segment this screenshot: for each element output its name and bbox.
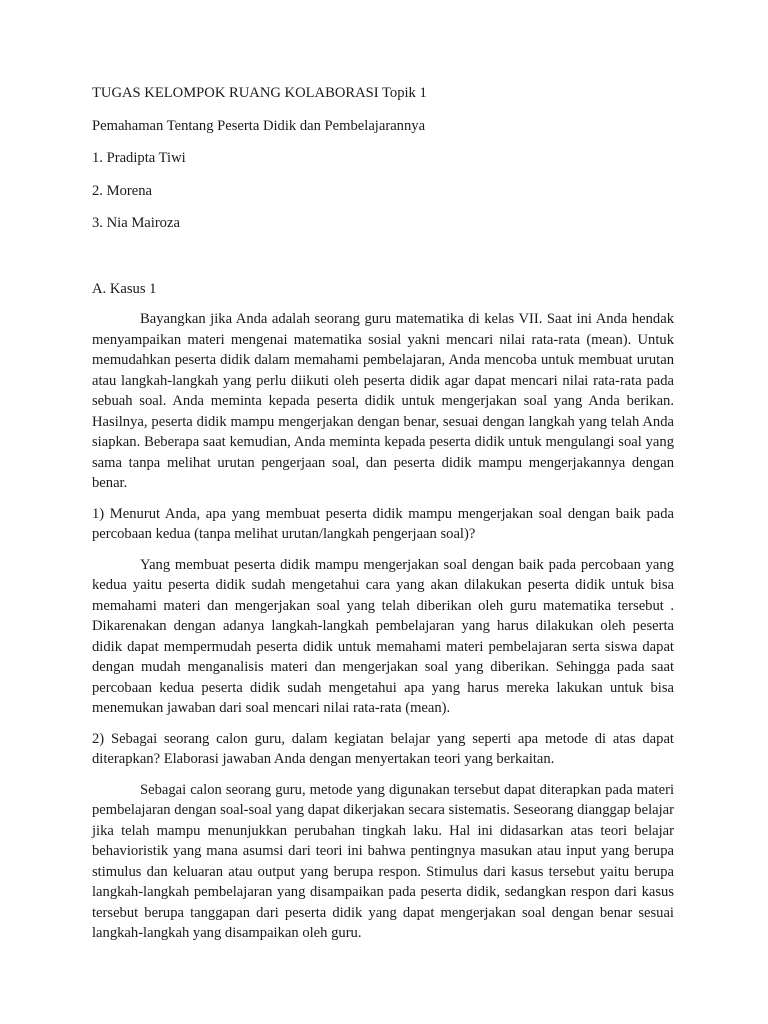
- question-1: 1) Menurut Anda, apa yang membuat peserta didik mampu mengerjakan soal dengan baik pada percobaan kedua (tanpa melihat urutan/langkah pengerjaan soal)?: [92, 505, 674, 542]
- member-item: 2. Morena: [92, 182, 152, 199]
- question-2: 2) Sebagai seorang calon guru, dalam kegiatan belajar yang seperti apa metode di atas dapat diterapkan? Elaborasi jawaban Anda dengan menyertakan teori yang berkaitan.: [92, 730, 674, 767]
- case-paragraph: Bayangkan jika Anda adalah seorang guru matematika di kelas VII. Saat ini Anda hendak menyampaikan materi mengenai matematika sosial yakni mencari nilai rata-rata (mean). Untuk memudahkan peserta didik dalam memahami pembelajaran, Anda mencoba untuk membuat urutan atau langkah-langkah yang perlu diikuti oleh peserta didik agar dapat mencari nilai rata-rata pada sebuah soal. Anda meminta kepada peserta didik untuk mengerjakan soal yang Anda berikan. Hasilnya, peserta didik mampu mengerjakan dengan benar, sesuai dengan langkah yang telah Anda siapkan. Beberapa saat kemudian, Anda meminta kepada peserta didik untuk mengulangi soal yang sama tanpa melihat urutan pengerjaan soal, dan peserta didik mampu mengerjakannya dengan benar.: [92, 311, 674, 491]
- document-page: [92, 83, 674, 954]
- section-heading: A. Kasus 1: [92, 280, 157, 297]
- document-header: [92, 83, 674, 234]
- answer-1: Yang membuat peserta didik mampu mengerjakan soal dengan baik pada percobaan yang kedua yaitu peserta didik sudah mengetahui cara yang akan dilakukan peserta didik untuk bisa memahami materi dan mengerjakan soal yang telah diberikan oleh guru matematika tersebut . Dikarenakan dengan adanya langkah-langkah pembelajaran yang harus dilakukan oleh peserta didik dapat mempermudah peserta didik untuk memahami materi pembelajaran serta siswa dapat dengan mudah menganalisis materi dan mengerjakan soal yang diberikan. Sehingga pada saat percobaan kedua peserta didik sudah mengetahui apa yang harus mereka lakukan untuk bisa menemukan jawaban dari soal mencari nilai rata-rata (mean).: [92, 556, 674, 716]
- member-item: 3. Nia Mairoza: [92, 215, 180, 231]
- document-subtitle: Pemahaman Tentang Peserta Didik dan Pembelajarannya: [92, 117, 426, 134]
- document-title: TUGAS KELOMPOK RUANG KOLABORASI Topik 1: [92, 85, 427, 101]
- member-item: 1. Pradipta Tiwi: [92, 150, 186, 166]
- answer-2: Sebagai calon seorang guru, metode yang digunakan tersebut dapat diterapkan pada materi pembelajaran dengan soal-soal yang dapat dikerjakan secara sistematis. Seseorang dianggap belajar jika telah mampu menunjukkan perubahan tingkah laku. Hal ini didasarkan atas teori belajar behavioristik yang mana asumsi dari teori ini bahwa pentingnya masukan atau input yang berupa stimulus dan keluaran atau output yang berupa respon. Stimulus dari kasus tersebut yaitu berupa langkah-langkah pembelajaran yang disampaikan pada peserta didik, sedangkan respon dari kasus tersebut berupa tanggapan dari peserta didik yang dapat mengerjakan soal dengan benar sesuai langkah-langkah yang disampaikan oleh guru.: [92, 781, 674, 941]
